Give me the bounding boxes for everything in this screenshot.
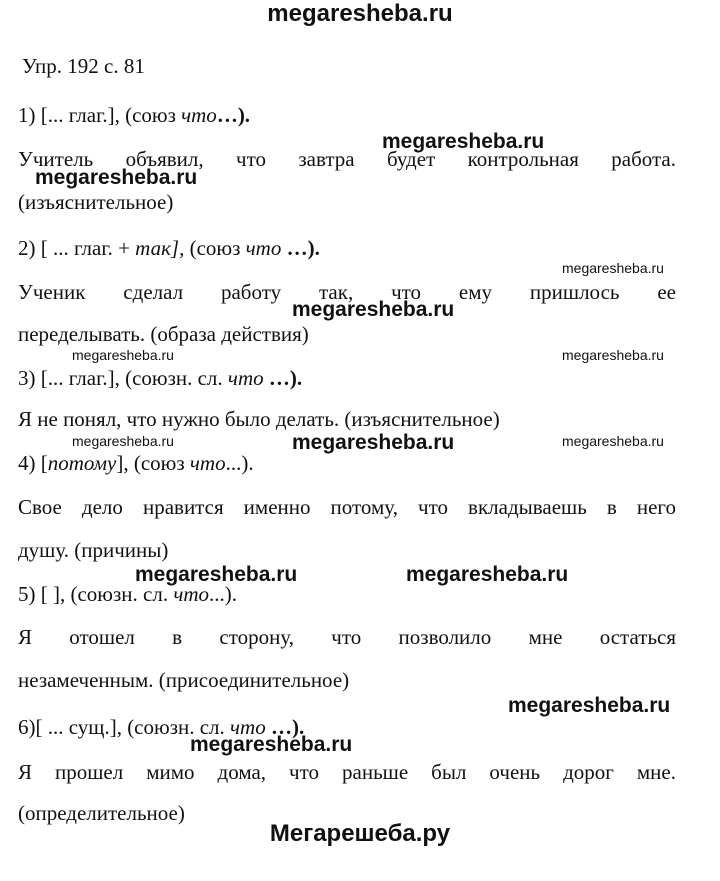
- watermark: megaresheba.ru: [72, 347, 174, 363]
- watermark: megaresheba.ru: [508, 694, 671, 717]
- sentence-5-line-2: незамеченным. (присоединительное): [18, 668, 350, 692]
- scheme-3: 3) [... глаг.], (союзн. сл. что …).: [18, 366, 303, 390]
- watermark: megaresheba.ru: [292, 431, 455, 454]
- watermark: megaresheba.ru: [562, 433, 664, 449]
- sentence-1-line-2: (изъяснительное): [18, 190, 174, 214]
- watermark: megaresheba.ru: [72, 433, 174, 449]
- sentence-2-line-2: переделывать. (образа действия): [18, 322, 309, 346]
- sentence-4-line-2: душу. (причины): [18, 538, 169, 562]
- scheme-5: 5) [ ], (союзн. сл. что...).: [18, 582, 238, 606]
- exercise-title: Упр. 192 с. 81: [22, 54, 145, 78]
- site-footer: Мегарешеба.ру: [269, 820, 451, 847]
- scheme-4: 4) [потому], (союз что...).: [18, 451, 254, 475]
- scheme-6: 6)[ ... сущ.], (союзн. сл. что …).: [18, 715, 305, 739]
- site-header: megaresheba.ru: [267, 0, 453, 27]
- watermark: megaresheba.ru: [292, 298, 455, 321]
- watermark: megaresheba.ru: [406, 563, 569, 586]
- scheme-2: 2) [ ... глаг. + так], (союз что …).: [18, 236, 320, 260]
- watermark: megaresheba.ru: [135, 563, 298, 586]
- sentence-3-line-1: Я не понял, что нужно было делать. (изъяснительное): [18, 407, 500, 431]
- sentence-1-line-1: Учитель объявил, что завтра будет контрольная работа.: [18, 147, 676, 171]
- sentence-6-line-1: Я прошел мимо дома, что раньше был очень дорог мне.: [18, 760, 676, 784]
- sentence-6-line-2: (определительное): [18, 801, 185, 825]
- watermark: megaresheba.ru: [35, 166, 198, 189]
- watermark: megaresheba.ru: [382, 130, 545, 153]
- scheme-1: 1) [... глаг.], (союз что…).: [18, 103, 251, 127]
- sentence-4-line-1: Свое дело нравится именно потому, что вкладываешь в него: [18, 495, 676, 519]
- watermark: megaresheba.ru: [562, 347, 664, 363]
- sentence-2-line-1: Ученик сделал работу так, что ему пришлось ее: [18, 280, 676, 304]
- watermark: megaresheba.ru: [190, 733, 353, 756]
- watermark: megaresheba.ru: [562, 260, 664, 276]
- sentence-5-line-1: Я отошел в сторону, что позволило мне остаться: [18, 625, 676, 649]
